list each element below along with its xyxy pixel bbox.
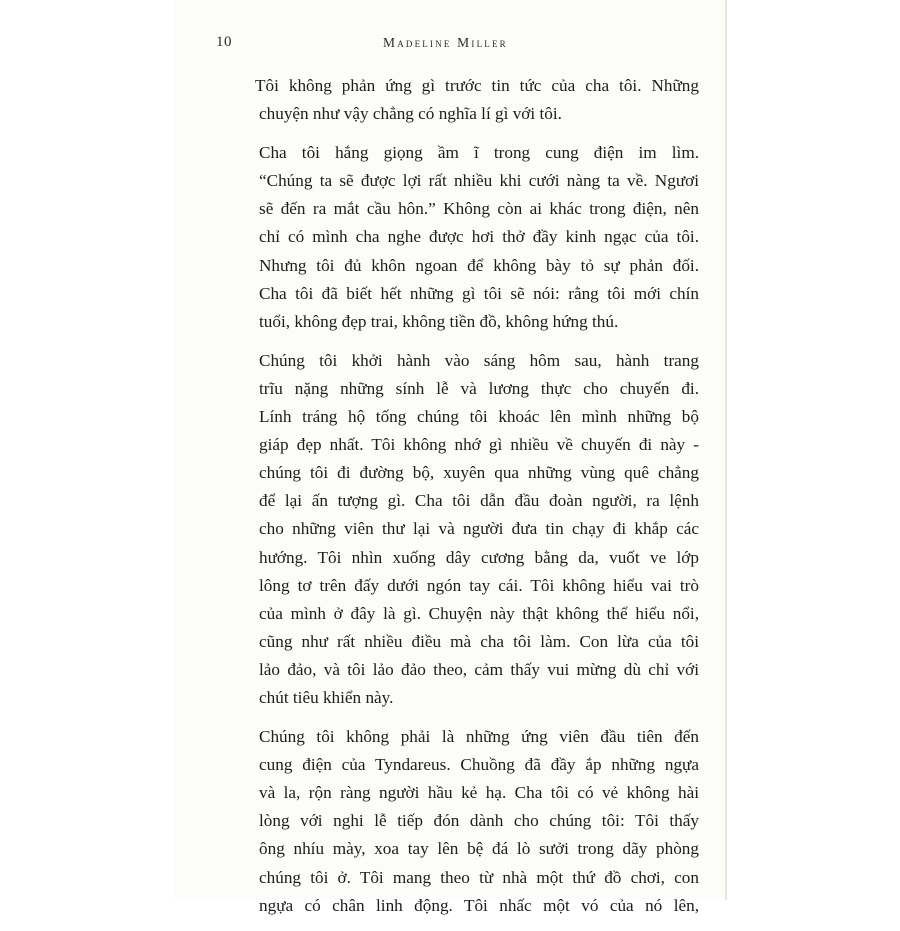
text-line: tuổi, không đẹp trai, không tiền đồ, không hứng thú. [259, 311, 619, 331]
text-line: Cha tôi hắng giọng ầm ĩ trong cung điện im lìm. [259, 143, 699, 163]
text-line: chúng tôi đi đường bộ, xuyên qua những vùng quê chẳng [259, 463, 699, 483]
text-line: chút tiêu khiển này. [259, 687, 394, 707]
text-line: Cha tôi đã biết hết những gì tôi sẽ nói: rằng tôi mới chín [259, 283, 699, 303]
text-line: giáp đẹp nhất. Tôi không nhớ gì nhiều về chuyến đi này - [259, 435, 699, 455]
text-line: cũng như rất nhiều điều mà cha tôi làm. Con lừa của tôi [259, 631, 699, 651]
text-line: chỉ có mình cha nghe được hơi thở đầy kinh ngạc của tôi. [259, 227, 699, 247]
text-line: để lại ấn tượng gì. Cha tôi dẫn đầu đoàn người, ra lệnh [259, 491, 699, 511]
text-line: trĩu nặng những sính lễ và lương thực cho chuyến đi. [259, 378, 699, 398]
text-line: cung điện của Tyndareus. Chuồng đã đầy ắp những ngựa [259, 755, 699, 775]
text-line: Chúng tôi không phải là những ứng viên đầu tiên đến [259, 727, 699, 747]
text-line: Chúng tôi khởi hành vào sáng hôm sau, hành trang [259, 350, 699, 370]
paragraph-1 [255, 72, 699, 128]
text-line: “Chúng ta sẽ được lợi rất nhiều khi cưới nàng ta về. Ngươi [259, 171, 699, 191]
paragraph-2 [259, 139, 699, 336]
text-line: ông nhíu mày, xoa tay lên bệ đá lò sưởi trong dãy phòng [259, 839, 699, 859]
running-head [216, 34, 705, 54]
book-page [175, 0, 727, 915]
text-line: Nhưng tôi đủ khôn ngoan để không bày tỏ sự phản đối. [259, 255, 699, 275]
body-text [255, 72, 699, 931]
author-name: Madeline Miller [383, 35, 508, 50]
page-number: 10 [216, 34, 232, 50]
paragraph-4 [259, 723, 699, 920]
text-line: chúng tôi ở. Tôi mang theo từ nhà một thứ đồ chơi, con [259, 867, 699, 887]
paragraph-3 [259, 347, 699, 712]
text-line: chuyện như vậy chẳng có nghĩa lí gì với tôi. [259, 104, 562, 124]
text-line: của mình ở đây là gì. Chuyện này thật không thể hiểu nổi, [259, 603, 699, 623]
text-line: hướng. Tôi nhìn xuống dây cương bằng da, vuốt ve lớp [259, 547, 699, 567]
text-line: Lính tráng hộ tống chúng tôi khoác lên mình những bộ [259, 407, 699, 427]
text-line: sẽ đến ra mắt cầu hôn.” Không còn ai khác trong điện, nên [259, 199, 699, 219]
text-line: lòng với nghi lễ tiếp đón dành cho chúng tôi: Tôi thấy [259, 811, 699, 831]
text-line: ngựa có chân linh động. Tôi nhấc một vó của nó lên, [259, 895, 699, 915]
text-line: Tôi không phản ứng gì trước tin tức của cha tôi. Những [255, 76, 699, 95]
text-line: và la, rộn ràng người hầu kẻ hạ. Cha tôi có vẻ không hài [259, 783, 699, 803]
text-line: lông tơ trên đấy dưới ngón tay cái. Tôi không hiểu vai trò [259, 575, 699, 595]
text-line: lảo đảo, và tôi lảo đảo theo, cảm thấy vui mừng dù chỉ với [259, 659, 699, 679]
text-line: cho những viên thư lại và người đưa tin chạy đi khắp các [259, 519, 699, 539]
